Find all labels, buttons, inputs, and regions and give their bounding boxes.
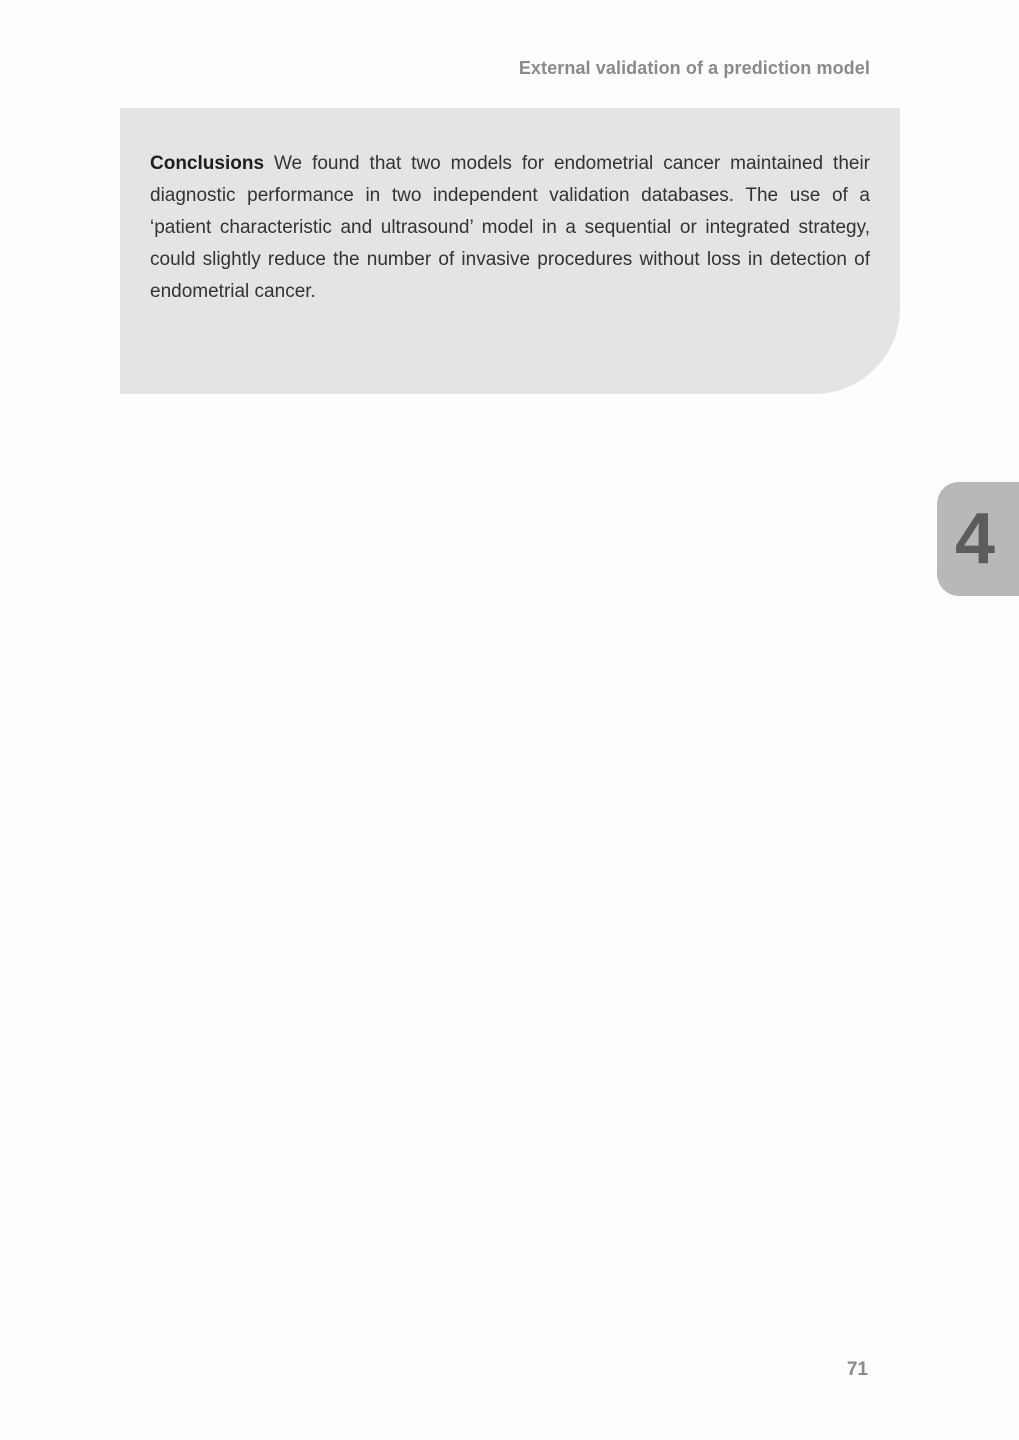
conclusions-box	[120, 108, 900, 394]
page-number: 71	[846, 1359, 868, 1380]
conclusions-paragraph	[150, 148, 870, 308]
conclusions-text: We found that two models for endometrial cancer maintained their diagnostic performance in two independent validation databases. The use of a ‘patient characteristic and ultrasound’ model in a sequential or integrated strategy, could slightly reduce the number of invasive procedures without loss in detection of endometrial cancer.	[150, 153, 871, 302]
running-header-title: External validation of a prediction model	[518, 58, 870, 78]
conclusions-label: Conclusions	[150, 153, 265, 174]
chapter-tab	[937, 482, 1019, 596]
chapter-number: 4	[954, 499, 996, 579]
